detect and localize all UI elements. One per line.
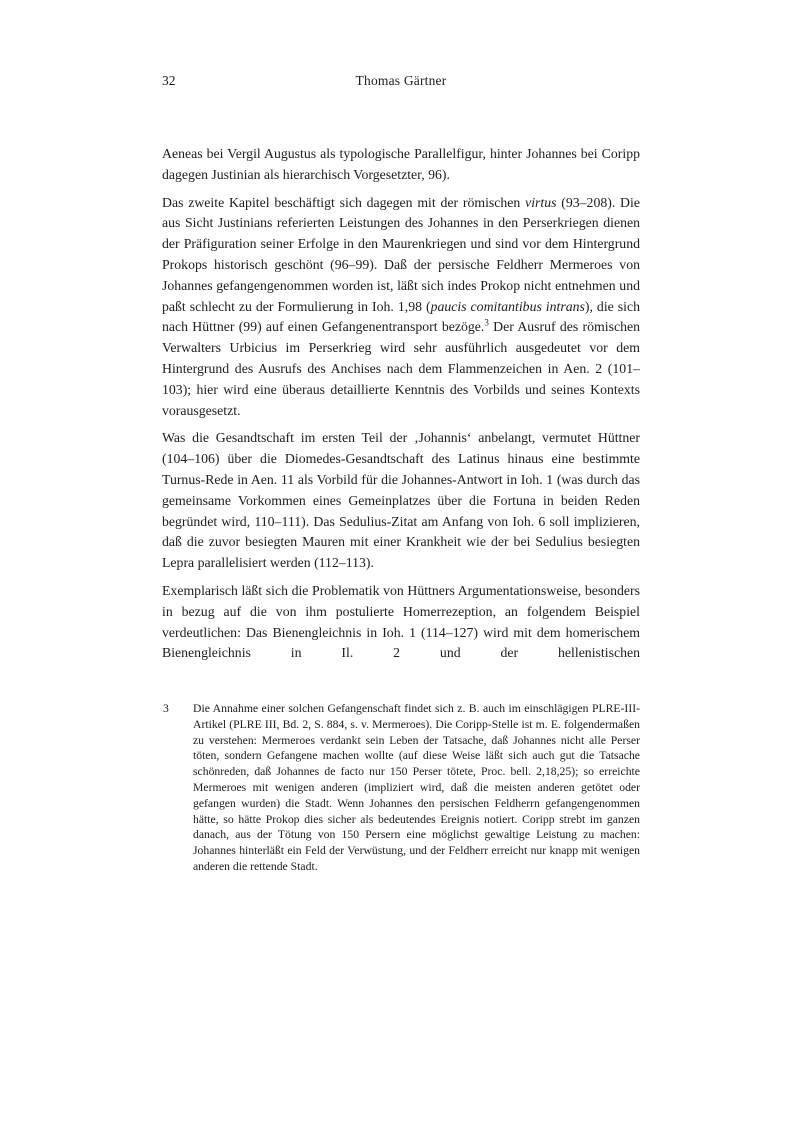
body-paragraphs — [162, 144, 640, 671]
text-run: Was die Gesandtschaft im ersten Teil der ‚Johannis‘ anbelangt, vermutet Hüttner (104–106) über die Diomedes-Gesandtschaft des Latinus hinaus eine bestimmte Turnus-Rede in Aen. 11 als Vorbild für die Johannes-Antwort in Ioh. 1 (was durch das gemeinsame Vorkommen eines Gemeinplatzes über die Fortuna in beiden Reden begründet wird, 110–111). Das Sedulius-Zitat am Anfang von Ioh. 6 soll implizieren, daß die zuvor besiegten Mauren mit einer Krankheit wie der bei Sedulius besiegten Lepra parallelisiert werden (112–113). — [162, 430, 640, 571]
paragraph — [162, 144, 640, 186]
paragraph — [162, 193, 640, 422]
text-run: Aeneas bei Vergil Augustus als typologische Parallelfigur, hinter Johannes bei Coripp dagegen Justinian als hierarchisch Vorgesetzter, 96). — [162, 146, 640, 182]
paragraph — [162, 581, 640, 664]
text-run: Exemplarisch läßt sich die Problematik von Hüttners Argumentationsweise, besonders in bezug auf die von ihm postulierte Homerrezeption, an folgendem Beispiel verdeutlichen: Das Bienengleichnis in Ioh. 1 (114–127) wird mit dem homerischem Bienengleichnis in Il. 2 und der hellenistischen — [162, 582, 640, 661]
italic-text: paucis comitantibus intrans — [430, 298, 585, 314]
text-run: ), die sich nach Hüttner (99) auf einen Gefangenentransport bezöge. — [162, 298, 640, 335]
paragraph — [162, 428, 640, 574]
text-run: Der Ausruf des römischen Verwalters Urbicius im Perserkrieg wird sehr ausführlich ausgedeutet vor dem Hintergrund des Ausrufs des Anchises nach dem Flammenzeichen in Aen. 2 (101–103); hier wird eine überaus detaillierte Kenntnis des Vorbilds und seines Kontexts vorausgesetzt. — [162, 319, 640, 418]
footnote — [162, 701, 640, 875]
text-run: (93–208). Die aus Sicht Justinians referierten Leistungen des Johannes in den Perserkriegen dienen der Präfiguration seiner Erfolge in den Maurenkriegen und sind vor dem Hintergrund Prokops historisch geschönt (96–99). Daß der persische Feldherr Mermeroes von Johannes gefangengenommen worden ist, läßt sich indes Prokop nicht entnehmen und paßt schlecht zu der Formulierung in Ioh. 1,98 ( — [162, 194, 640, 314]
footnote-reference: 3 — [484, 317, 489, 328]
text-run: Das zweite Kapitel beschäftigt sich dagegen mit der römischen — [162, 194, 526, 210]
running-header — [162, 72, 640, 90]
footnote-block — [162, 701, 640, 875]
footnote-text — [193, 701, 640, 875]
text-run: Die Annahme einer solchen Gefangenschaft findet sich z. B. auch im einschlägigen PLRE-III-Artikel (PLRE III, Bd. 2, S. 884, s. v. Mermeroes). Die Coripp-Stelle ist m. E. folgendermaßen zu verstehen: Mermeroes verdankt sein Leben der Tatsache, daß Johannes nicht alle Perser töten, sondern Gefangene machen wollte (auf diese Weise läßt sich auch gut die Tatsache schönreden, daß Johannes de facto nur 150 Perser tötete, Proc. bell. 2,18,25); so erreichte Mermeroes mit wenigen anderen (impliziert wird, daß die meisten anderen getötet oder gefangen wurden) die Stadt. Wenn Johannes den persischen Feldherrn gefangengenommen hätte, so hätte Prokop dies sicher als bedeutendes Ereignis notiert. Coripp strebt im ganzen danach, aus der Tötung von 150 Persern eine möglichst gewaltige Leistung zu machen: Johannes hinterläßt ein Feld der Verwüstung, und der Feldherr erreicht nur knapp mit wenigen anderen die rettende Stadt. — [193, 702, 640, 873]
italic-text: virtus — [525, 194, 557, 210]
footnote-number: 3 — [163, 702, 169, 715]
running-head-author: Thomas Gärtner — [355, 73, 447, 88]
page-number: 32 — [162, 73, 176, 88]
